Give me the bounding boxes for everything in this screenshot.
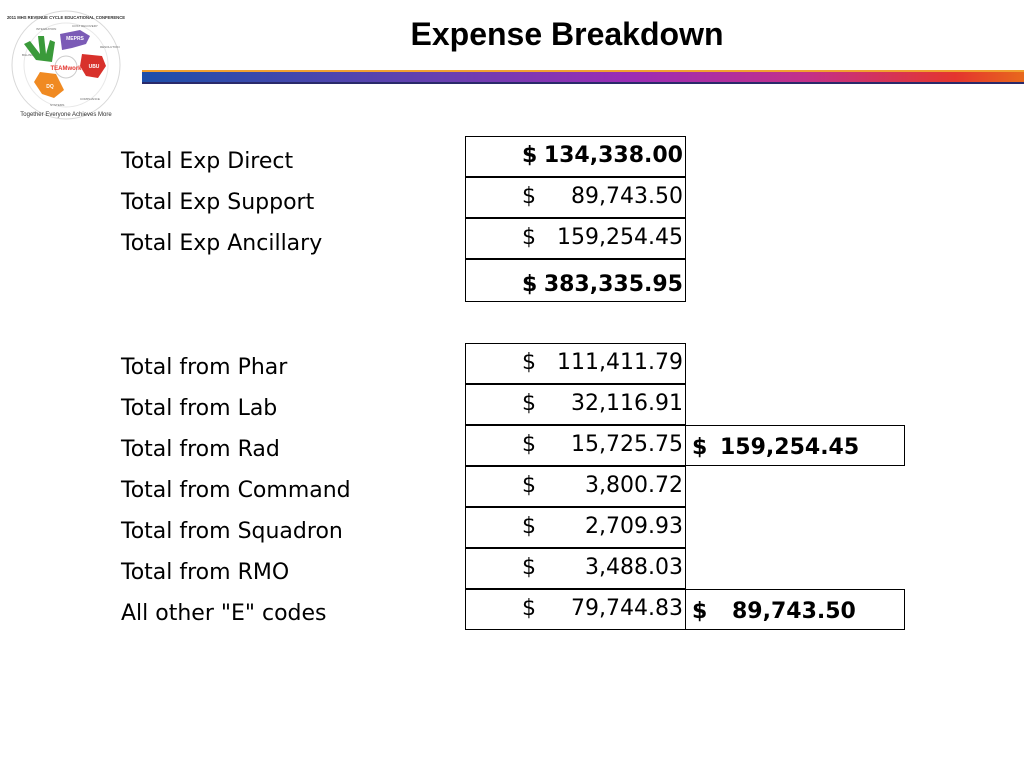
logo-ring-word: SYSTEMS	[50, 103, 65, 107]
currency-symbol: $	[522, 272, 538, 297]
logo-ring-word: RESOLUTION	[100, 45, 120, 49]
logo-hand-ubo: UBO	[29, 61, 41, 67]
source-amount: 3,488.03	[585, 555, 683, 580]
source-cell	[465, 384, 686, 425]
currency-symbol: $	[522, 473, 536, 498]
logo-center-text: TEAMwork	[50, 66, 82, 72]
currency-symbol: $	[522, 514, 536, 539]
source-amount: 79,744.83	[571, 596, 683, 621]
source-label: Total from Command	[121, 478, 351, 503]
subtotal-amount: 89,743.50	[732, 599, 856, 624]
subtotal-cell	[686, 589, 905, 630]
summary-amount: 159,254.45	[557, 225, 683, 250]
source-cell	[465, 589, 686, 630]
summary-amount: 89,743.50	[571, 184, 683, 209]
currency-symbol: $	[692, 435, 708, 460]
source-cell	[465, 548, 686, 589]
logo-ring-word: COST RECOVERY	[72, 24, 98, 28]
currency-symbol: $	[522, 225, 536, 250]
subtotal-amount: 159,254.45	[720, 435, 860, 460]
source-cell	[465, 507, 686, 548]
logo-tagline: Together Everyone Achieves More	[20, 112, 112, 118]
source-cell	[465, 425, 686, 466]
conference-logo	[2, 10, 130, 120]
summary-label: Total Exp Direct	[121, 149, 294, 174]
logo-ring-word: BILLING	[22, 53, 34, 57]
summary-amount: 134,338.00	[543, 143, 683, 168]
page-title: Expense Breakdown	[410, 16, 724, 52]
summary-cell	[465, 177, 686, 218]
source-label: Total from Lab	[121, 396, 278, 421]
currency-symbol: $	[522, 432, 536, 457]
source-amount: 2,709.93	[585, 514, 683, 539]
currency-symbol: $	[522, 350, 536, 375]
summary-label: Total Exp Support	[121, 190, 315, 215]
summary-total-amount: 383,335.95	[543, 272, 683, 297]
source-label: Total from Rad	[121, 437, 280, 462]
title-rule-shadow	[142, 82, 1024, 84]
logo-ring-word: INTEGRATION	[36, 27, 57, 31]
currency-symbol: $	[522, 555, 536, 580]
source-label: Total from Squadron	[121, 519, 343, 544]
source-amount: 32,116.91	[571, 391, 683, 416]
source-amount: 111,411.79	[557, 350, 683, 375]
logo-hand-ubu: UBU	[88, 64, 100, 70]
summary-cell	[465, 218, 686, 259]
currency-symbol: $	[522, 184, 536, 209]
subtotal-cell	[686, 425, 905, 466]
currency-symbol: $	[522, 391, 536, 416]
source-label: Total from Phar	[121, 355, 288, 380]
logo-ring-text: 2011 MHS REVENUE CYCLE EDUCATIONAL CONFERENCE	[6, 15, 126, 20]
currency-symbol: $	[522, 143, 538, 168]
title-rule	[142, 72, 1024, 82]
logo-ring-word: COMPLIANCE	[80, 97, 100, 101]
source-amount: 15,725.75	[571, 432, 683, 457]
summary-cell	[465, 136, 686, 177]
source-cell	[465, 343, 686, 384]
logo-hand-meprs: MEPRS	[66, 36, 84, 42]
source-label: Total from RMO	[121, 560, 290, 585]
logo-hand-dq: DQ	[46, 84, 54, 90]
currency-symbol: $	[692, 599, 708, 624]
source-cell	[465, 466, 686, 507]
currency-symbol: $	[522, 596, 536, 621]
source-amount: 3,800.72	[585, 473, 683, 498]
source-label: All other "E" codes	[121, 601, 327, 626]
summary-label: Total Exp Ancillary	[121, 231, 323, 256]
summary-total-cell	[465, 259, 686, 302]
